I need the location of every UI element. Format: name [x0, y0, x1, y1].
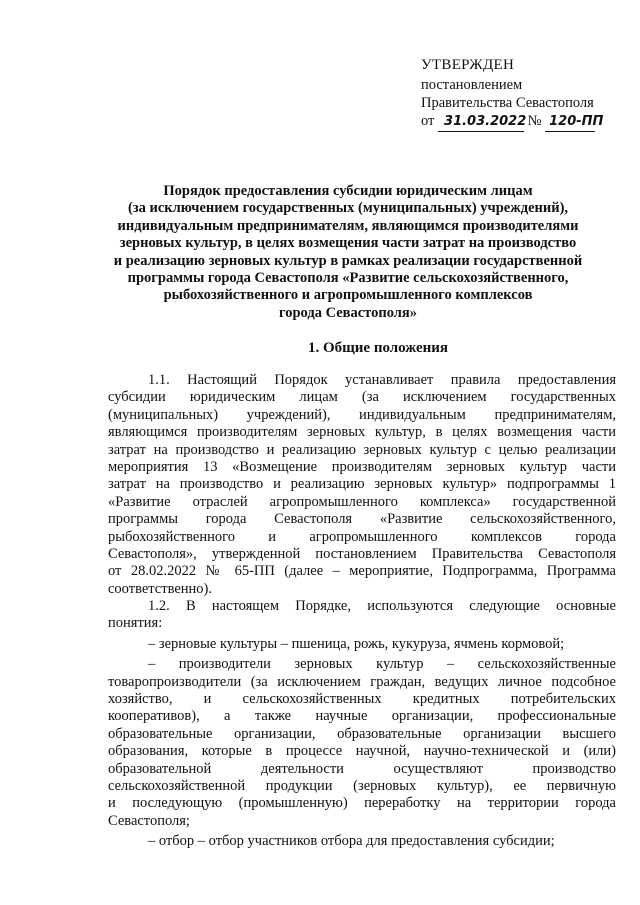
body-line: мероприятия 13 «Возмещение производителям зерновых культур части [108, 458, 616, 475]
body-line: «Развитие отраслей агропромышленного комплекса» государственной [108, 493, 616, 510]
body-line: Севастополя», утвержденной постановлением Правительства Севастополя [108, 545, 616, 562]
title-line: индивидуальным предпринимателям, являющимся производителями [117, 217, 579, 234]
title-line: города Севастополя» [278, 304, 417, 321]
title-line: (за исключением государственных (муниципальных) учреждений), [127, 200, 569, 217]
body-line: являющимся производителям зерновых культур, в целях возмещения части [108, 424, 616, 441]
body-line: – отбор – отбор участников отбора для предоставления субсидии; [148, 833, 555, 850]
body-line: от 28.02.2022 № 65-ПП (далее – мероприятие, Подпрограмма, Программа [108, 563, 616, 580]
body-line: (муниципальных) учреждений), индивидуальным предпринимателям, [108, 406, 616, 423]
body-line: образовательной деятельности осуществляют производство [108, 760, 616, 777]
approval-line-resolution: постановлением [421, 77, 523, 93]
paragraph-1-2 [108, 598, 616, 633]
body-line: – зерновые культуры – пшеница, рожь, кукуруза, ячмень кормовой; [148, 635, 565, 652]
approval-date-number [421, 112, 604, 132]
title-line: программы города Севастополя «Развитие сельскохозяйственного, [127, 270, 569, 287]
body-line: 1.1. Настоящий Порядок устанавливает правила предоставления [148, 372, 616, 388]
approval-line-government: Правительства Севастополя [421, 95, 594, 111]
body-line: – производители зерновых культур – сельскохозяйственные [148, 656, 616, 673]
document-body [108, 372, 616, 851]
body-line: кооперативов), а также научные организации, профессиональные [108, 708, 616, 725]
body-line: субсидии юридическим лицам (за исключением государственных [108, 389, 616, 406]
body-line: Севастополя; [108, 812, 190, 829]
body-line: и последующую (промышленную) переработку на территории города [108, 795, 616, 812]
body-line: затрат на производство и реализацию зерновых культур с целью реализации [108, 441, 616, 458]
title-line: Порядок предоставления субсидии юридическим лицам [163, 183, 533, 199]
title-line: рыбохозяйственного и агропромышленного комплексов [163, 287, 533, 304]
definition-selection [108, 833, 616, 850]
body-line: 1.2. В настоящем Порядке, используются следующие основные [148, 598, 616, 615]
title-line: и реализацию зерновых культур в рамках реализации государственной [113, 252, 583, 269]
body-line: образования, которые в процессе научной, научно-технической и (или) [108, 743, 616, 760]
body-line: затрат на производство и реализацию зерновых культур» подпрограммы 1 [108, 476, 616, 493]
approval-status: УТВЕРЖДЕН [421, 57, 515, 73]
body-line: образовательные организации, образовательные организации высшего [108, 725, 616, 742]
body-line: товаропроизводители (за исключением граждан, ведущих личное подсобное [108, 673, 616, 690]
number-prefix: № [527, 113, 542, 129]
paragraph-1-1 [108, 372, 616, 598]
document-title [108, 183, 588, 322]
body-line: сельскохозяйственной продукции (зерновых культур), ее первичную [108, 777, 616, 794]
definition-producers [108, 656, 616, 830]
section-heading: 1. Общие положения [307, 340, 449, 356]
definition-grain-crops [108, 636, 616, 653]
body-line: хозяйство, и сельскохозяйственных кредитных потребительских [108, 691, 616, 708]
body-line: соответственно). [108, 580, 212, 597]
approval-block [421, 56, 604, 132]
approval-number: 120-ПП [545, 113, 595, 132]
title-line: зерновых культур, в целях возмещения части затрат на производство [119, 235, 577, 252]
body-line: рыбохозяйственного и агропромышленного комплексов города [108, 528, 616, 545]
date-prefix: от [421, 113, 435, 129]
body-line: понятия: [108, 615, 163, 632]
approval-date: 31.03.2022 [438, 113, 524, 132]
body-line: программы города Севастополя «Развитие сельскохозяйственного, [108, 511, 616, 528]
